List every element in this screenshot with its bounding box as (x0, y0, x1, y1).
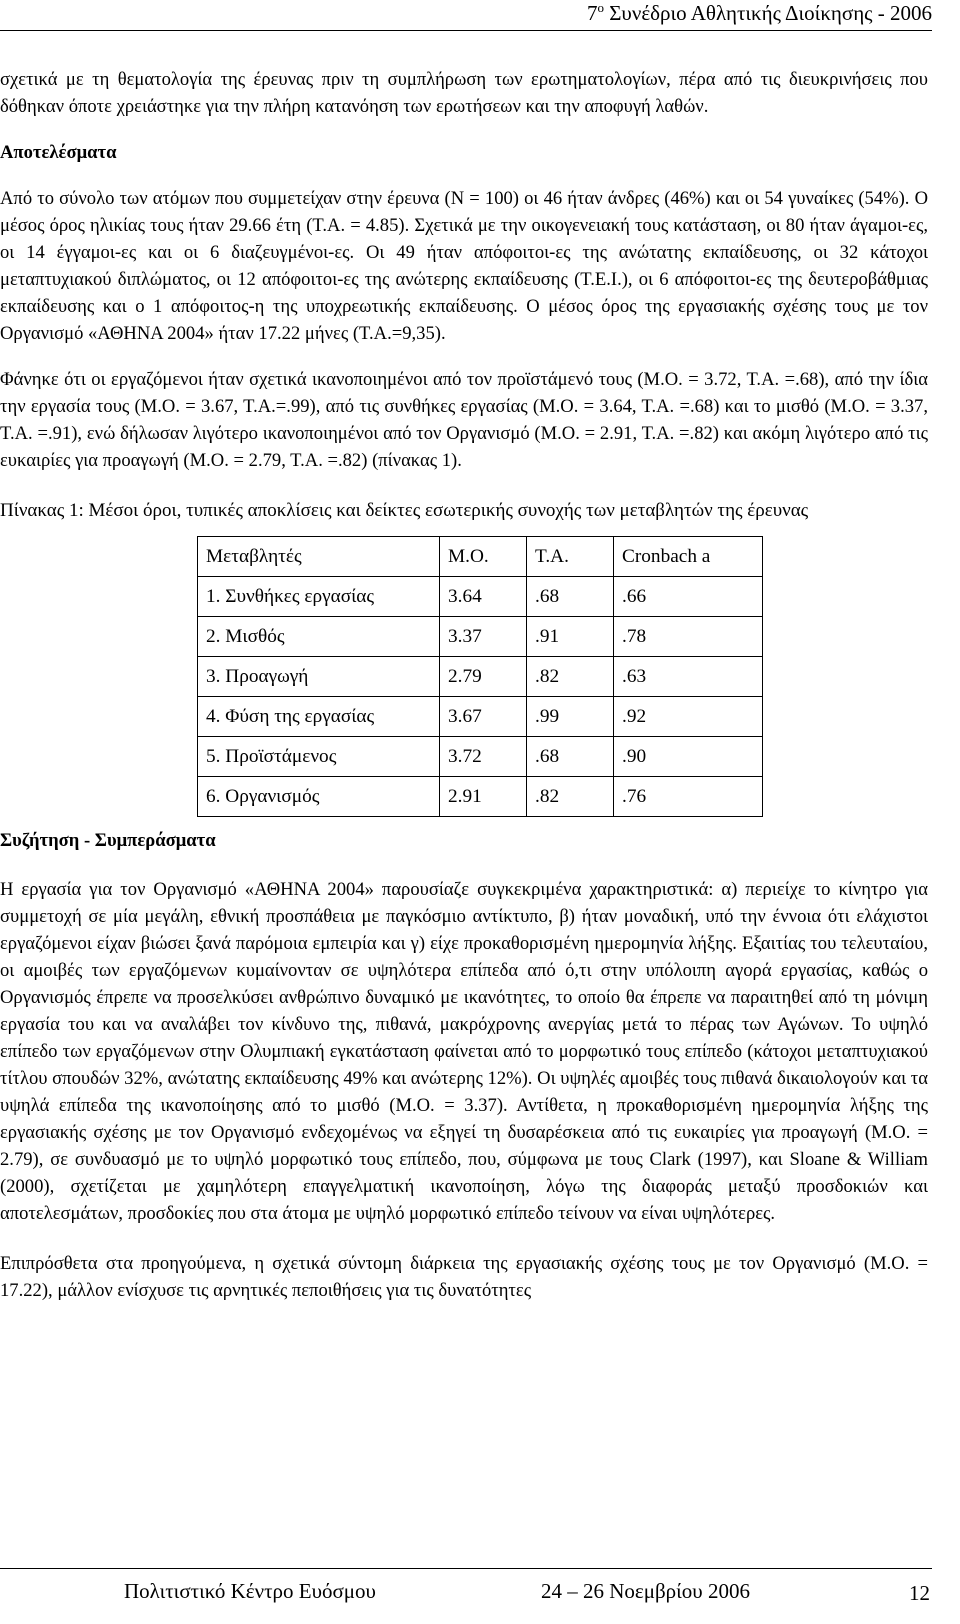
header-rule (0, 30, 932, 31)
table-cell: .91 (527, 617, 614, 657)
header-number: 7 (586, 1, 598, 25)
results-table (197, 536, 763, 817)
results-paragraph-2: Φάνηκε ότι οι εργαζόμενοι ήταν σχετικά ικανοποιημένοι από τον προϊστάμενό τους (Μ.Ο. = 3.72, Τ.Α. =.68), από την ίδια την εργασία τους (Μ.Ο. = 3.67, Τ.Α.=.99), από τις συνθήκες εργασίας (Μ.Ο. = 3.64, Τ.Α. =.68) και το μισθό (Μ.Ο. = 3.37, Τ.Α. =.91), ενώ δήλωσαν λιγότερο ικανοποιημένοι από τον Οργανισμό (Μ.Ο. = 2.91, Τ.Α. =.82) και ακόμη λιγότερο από τις ευκαιρίες για προαγωγή (Μ.Ο. = 2.79, Τ.Α. =.82) (πίνακας 1). (0, 369, 928, 471)
table-cell: .76 (614, 777, 763, 817)
table-cell: .68 (527, 577, 614, 617)
table-cell: 3. Προαγωγή (198, 657, 440, 697)
table-row (198, 617, 763, 657)
results-table-wrap (0, 536, 928, 827)
table-cell: 2.91 (440, 777, 527, 817)
table-cell: .82 (527, 657, 614, 697)
table-caption: Πίνακας 1: Μέσοι όροι, τυπικές αποκλίσεις και δείκτες εσωτερικής συνοχής των μεταβλητών της έρευνας (0, 500, 809, 521)
discussion-heading: Συζήτηση - Συμπεράσματα (0, 830, 216, 851)
discussion-paragraph-2: Επιπρόσθετα στα προηγούμενα, η σχετικά σύντομη διάρκεια της εργασιακής σχέσης τους με τον Οργανισμό (Μ.Ο. = 17.22), μάλλον ενίσχυσε τις αρνητικές πεποιθήσεις για τις δυνατότητες (0, 1253, 928, 1301)
table-cell: 3.67 (440, 697, 527, 737)
footer-rule (0, 1568, 932, 1569)
table-cell: 3.72 (440, 737, 527, 777)
table-cell: .92 (614, 697, 763, 737)
results-paragraph-1: Από το σύνολο των ατόμων που συμμετείχαν στην έρευνα (Ν = 100) οι 46 ήταν άνδρες (46%) και οι 54 γυναίκες (54%). Ο μέσος όρος ηλικίας τους ήταν 29.66 έτη (Τ.Α. = 4.85). Σχετικά με την οικογενειακή τους κατάσταση, οι 80 ήταν άγαμοι-ες, οι 14 έγγαμοι-ες και οι 6 διαζευγμένοι-ες. Οι 49 ήταν απόφοιτοι-ες της ανώτατης εκπαίδευσης, οι 32 κάτοχοι μεταπτυχιακού διπλώματος, οι 12 απόφοιτοι-ες της ανώτερης εκπαίδευσης (Τ.Ε.Ι.), οι 6 απόφοιτοι-ες της δευτεροβάθμιας εκπαίδευσης και ο 1 απόφοιτος-η της υποχρεωτικής εκπαίδευσης. Ο μέσος όρος της εργασιακής σχέσης τους με τον Οργανισμό «ΑΘΗΝΑ 2004» ήταν 17.22 μήνες (Τ.Α.=9,35). (0, 188, 928, 344)
header-cell: Τ.Α. (527, 537, 614, 577)
table-cell: .99 (527, 697, 614, 737)
table-cell: .78 (614, 617, 763, 657)
table-cell: 3.64 (440, 577, 527, 617)
header-cell: Μ.Ο. (440, 537, 527, 577)
table-cell: 1. Συνθήκες εργασίας (198, 577, 440, 617)
header-cell: Μεταβλητές (198, 537, 440, 577)
table-cell: 3.37 (440, 617, 527, 657)
table-cell: .66 (614, 577, 763, 617)
page-number: 12 (909, 1581, 930, 1605)
header-superscript: ο (597, 0, 604, 15)
table-cell: 5. Προϊστάμενος (198, 737, 440, 777)
table-row (198, 657, 763, 697)
discussion-paragraph-1: Η εργασία για τον Οργανισμό «ΑΘΗΝΑ 2004» παρουσίαζε συγκεκριμένα χαρακτηριστικά: α) περιείχε το κίνητρο για συμμετοχή σε μία μεγάλη, εθνική προσπάθεια με παγκόσμιο αντίκτυπο, β) ήταν μοναδική, υπό την έννοια ότι ελάχιστοι εργαζόμενοι είχαν βιώσει ξανά παρόμοια εμπειρία και γ) είχε προκαθορισμένη ημερομηνία λήξης. Εξαιτίας του τελευταίου, οι αμοιβές των εργαζόμενων κυμαίνονταν σε υψηλότερα επίπεδα από ό,τι στην υπόλοιπη αγορά εργασίας, καθώς ο Οργανισμός έπρεπε να προσελκύσει ανθρώπινο δυναμικό με ικανότητες, το οποίο θα έπρεπε να παραιτηθεί από τη μόνιμη εργασία του και να αναλάβει τον κίνδυνο της, πιθανά, μακρόχρονης ανεργίας μετά το πέρας των Αγώνων. Το υψηλό επίπεδο των εργαζόμενων στην Ολυμπιακή εγκατάσταση φαίνεται από το μορφωτικό τους επίπεδο (κάτοχοι μεταπτυχιακού τίτλου σπουδών 32%, ανώτατης εκπαίδευσης 49% και ανώτερης 12%). Οι υψηλές αμοιβές τους πιθανά δικαιολογούν και τα υψηλά επίπεδα της ικανοποίησης από το μισθό (Μ.Ο. = 3.37). Αντίθετα, η προκαθορισμένη ημερομηνία λήξης της εργασιακής σχέσης με τον Οργανισμό ενδεχομένως να εξηγεί τη δυσαρέσκεια από τις ευκαιρίες για προαγωγή (Μ.Ο. = 2.79), σε συνδυασμό με το υψηλό μορφωτικό τους επίπεδο, που, σύμφωνα με τους Clark (1997), και Sloane & William (2000), σχετίζεται με χαμηλότερη επαγγελματική ικανοποίηση, λόγω της διαφοράς μεταξύ προσδοκιών και αποτελεσμάτων, προσδοκίες που στα άτομα με υψηλό μορφωτικό επίπεδο τείνουν να είναι υψηλότερες. (0, 879, 928, 1224)
footer-venue: Πολιτιστικό Κέντρο Ευόσμου (124, 1579, 376, 1603)
table-cell: .82 (527, 777, 614, 817)
table-cell: .63 (614, 657, 763, 697)
table-cell: 2.79 (440, 657, 527, 697)
table-row (198, 697, 763, 737)
table-row (198, 577, 763, 617)
results-heading: Αποτελέσματα (0, 142, 117, 163)
table-cell: .68 (527, 737, 614, 777)
table-cell: .90 (614, 737, 763, 777)
table-header-row (198, 537, 763, 577)
header-title: Συνέδριο Αθλητικής Διοίκησης - 2006 (603, 1, 932, 25)
table-row (198, 777, 763, 817)
table-cell: 4. Φύση της εργασίας (198, 697, 440, 737)
running-header (587, 0, 932, 26)
table-cell: 2. Μισθός (198, 617, 440, 657)
table-row (198, 737, 763, 777)
page-body (0, 66, 928, 1304)
intro-paragraph: σχετικά με τη θεματολογία της έρευνας πριν τη συμπλήρωση των ερωτηματολογίων, πέρα από τις διευκρινήσεις που δόθηκαν όποτε χρειάστηκε για την πλήρη κατανόηση των ερωτήσεων και την αποφυγή λαθών. (0, 69, 928, 117)
footer-dates: 24 – 26 Νοεμβρίου 2006 (541, 1579, 750, 1603)
table-cell: 6. Οργανισμός (198, 777, 440, 817)
header-cell: Cronbach a (614, 537, 763, 577)
